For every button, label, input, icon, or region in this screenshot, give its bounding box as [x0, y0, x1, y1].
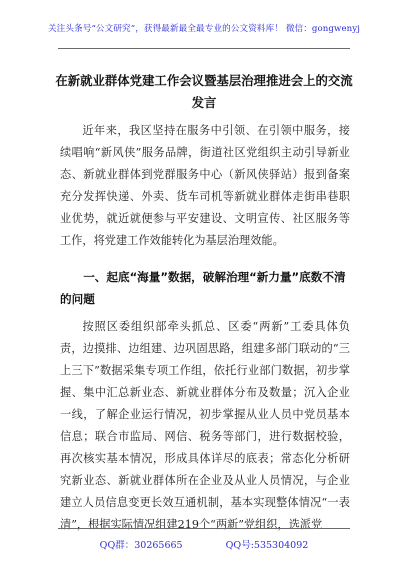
header-banner: 关注头条号“公文研究”，获得最新最全最专业的公文资料库！ 微信：gongwenyj: [47, 24, 361, 34]
qq-number-text: QQ号:535304092: [225, 540, 309, 551]
paragraph-intro: 近年来，我区坚持在服务中引领、在引领中服务，接续唱响“新风侠”服务品牌，街道社区党组织主动引导新业态、新就业群体到党群服务中心（新风侠驿站）报到备案充分发挥快递、外卖、货车司机等新就业群体走街串巷职业优势，就近就便参与平安建设、文明宣传、社区服务等工作，将党建工作效能转化为基层治理效能。: [60, 124, 350, 247]
footer-divider: [58, 528, 350, 529]
header-divider: [58, 48, 350, 49]
section-heading-1: 一、起底“海量”数据，破解治理“新力量”底数不清的问题: [60, 270, 346, 306]
qq-group-text: QQ群：30265665: [99, 540, 183, 551]
document-title: 在新就业群体党建工作会议暨基层治理推进会上的交流发言: [55, 73, 353, 110]
paragraph-section-1: 按照区委组织部牵头抓总、区委“两新”工委具体负责，边摸排、边组建、边巩固思路，组建多部门联动的“三上三下”数据采集专项工作组，依托行业部门数据，初步掌握、集中汇总新业态、新就业群体分布及数量；沉入企业一线，了解企业运行情况，初步掌握从业人员中党员基本信息；联合市监局、网信、税务等部门，进行数据校验，再次核实基本情况，形成具体详尽的底表；常态化分析研究新业态、新就业群体所在企业及从业人员情况，与企业建立人员信息变更长效互通机制，基本实现整体情况“一表清”，根据实际情况组建219个“两新”党组织，选派党: [60, 320, 350, 531]
footer-contact: [0, 537, 408, 551]
